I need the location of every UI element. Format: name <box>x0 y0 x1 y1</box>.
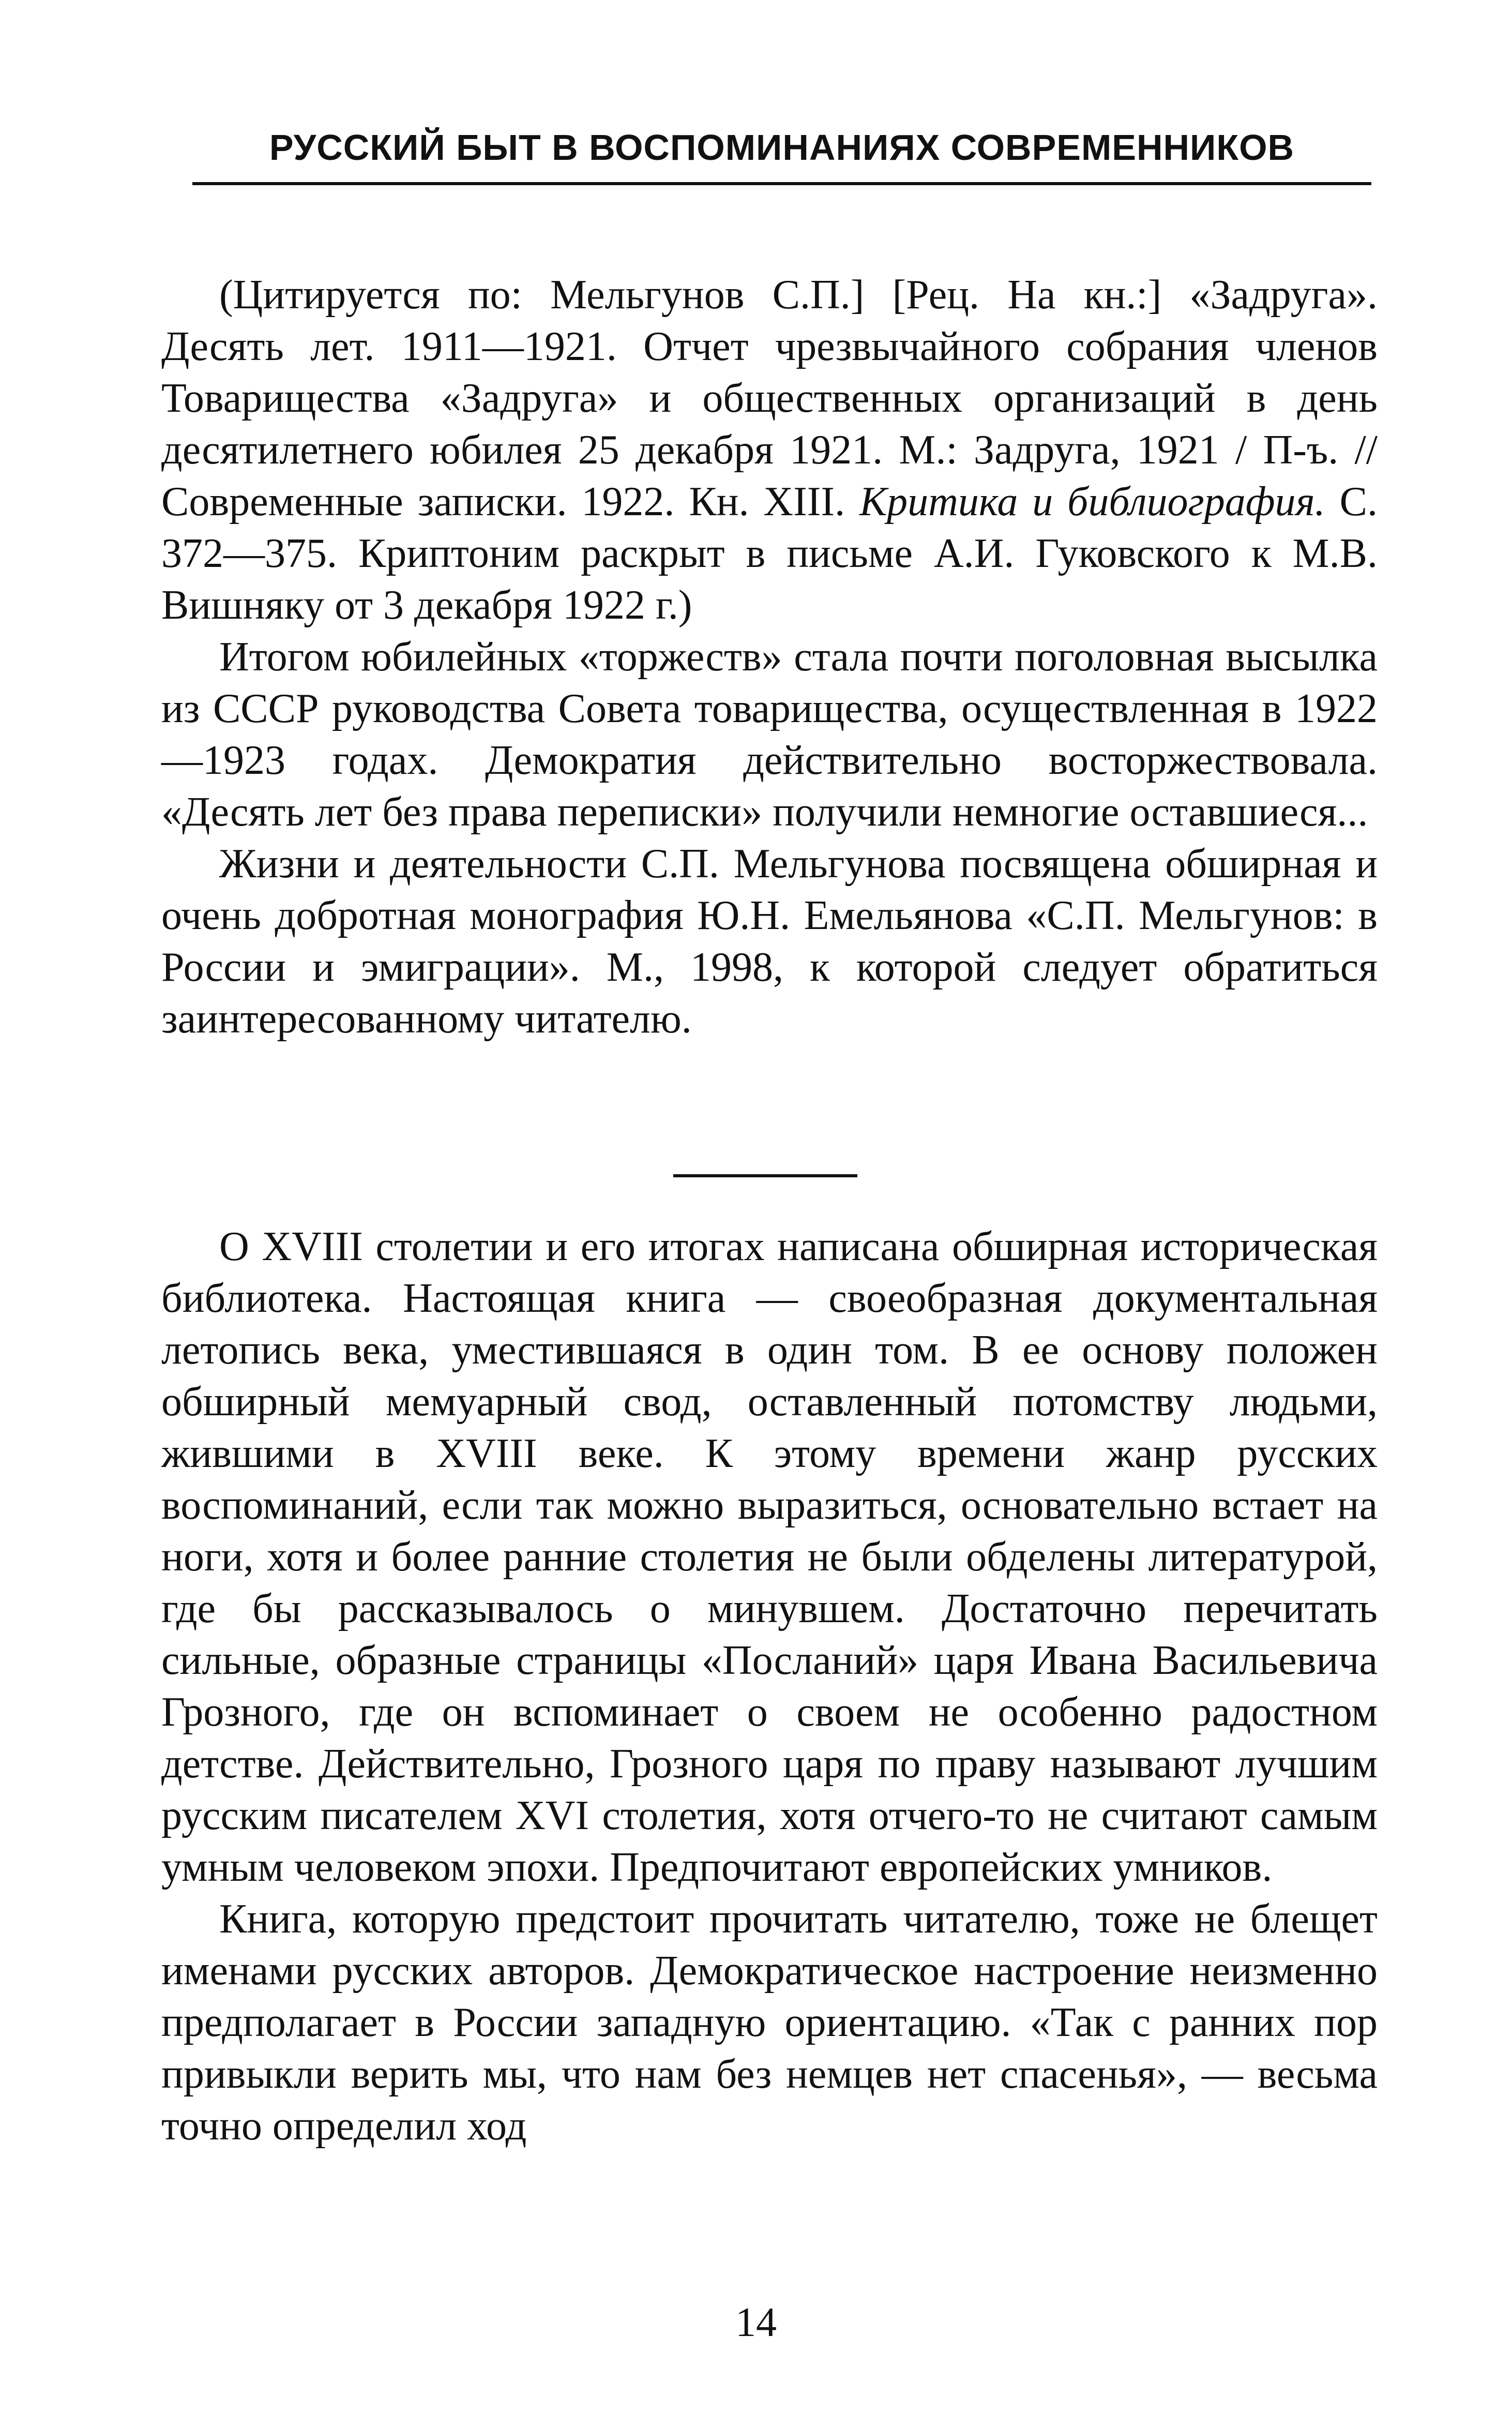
citation-italic-title: Критика и библиография. <box>859 479 1325 525</box>
citation-paragraph <box>161 269 1378 631</box>
paragraph: Итогом юбилейных «торжеств» стала почти поголовная высылка из СССР руководства Совета товарищества, осуществленная в 1922—1923 годах. Демократия действительно восторжествовала. «Десять лет без права переписки» получили немногие оставшиеся... <box>161 634 1378 835</box>
text-block-bottom <box>161 1221 1378 2152</box>
citation-text-a: (Цитируется по: Мельгунов С.П.] [Рец. На кн.:] «Задруга». Десять лет. 1911—1921. Отчет чрезвычайного собрания членов Товарищества «Задруга» и общественных организаций в день десятилетнего юбилея 25 декабря 1921. М.: Задруга, 1921 / П-ъ. // Современные записки. 1922. Кн. XIII. <box>161 272 1378 525</box>
citation-text-b: С. 372—375. Криптоним раскрыт в письме А.И. Гуковского к М.В. Вишняку от 3 декабря 1922 г.) <box>161 479 1378 628</box>
paragraph: Жизни и деятельности С.П. Мельгунова посвящена обширная и очень добротная монография Ю.Н. Емельянова «С.П. Мельгунов: в России и эмиграции». М., 1998, к которой следует обратиться заинтересованному читателю. <box>161 841 1378 1042</box>
page-number: 14 <box>735 2300 777 2345</box>
text-block-top <box>161 269 1378 1045</box>
paragraph: О XVIII столетии и его итогах написана обширная историческая библиотека. Настоящая книга — своеобразная документальная летопись века, уместившаяся в один том. В ее основу положен обширный мемуарный свод, оставленный потомству людьми, жившими в XVIII веке. К этому времени жанр русских воспоминаний, если так можно выразиться, основательно встает на ноги, хотя и более ранние столетия не были обделены литературой, где бы рассказывалось о минувшем. Достаточно перечитать сильные, образные страницы «Посланий» царя Ивана Васильевича Грозного, где он вспоминает о своем не особенно радостном детстве. Действительно, Грозного царя по праву называют лучшим русским писателем XVI столетия, хотя отчего-то не считают самым умным человеком эпохи. Предпочитают европейских умников. <box>161 1224 1378 1890</box>
paragraph: Книга, которую предстоит прочитать читателю, тоже не блещет именами русских авторов. Демократическое настроение неизменно предполагает в России западную ориентацию. «Так с ранних пор привыкли верить мы, что нам без немцев нет спасенья», — весьма точно определил ход <box>161 1896 1378 2149</box>
header-rule <box>192 182 1371 185</box>
section-divider <box>673 1174 857 1177</box>
running-header: РУССКИЙ БЫТ В ВОСПОМИНАНИЯХ СОВРЕМЕННИКОВ <box>269 127 1295 168</box>
